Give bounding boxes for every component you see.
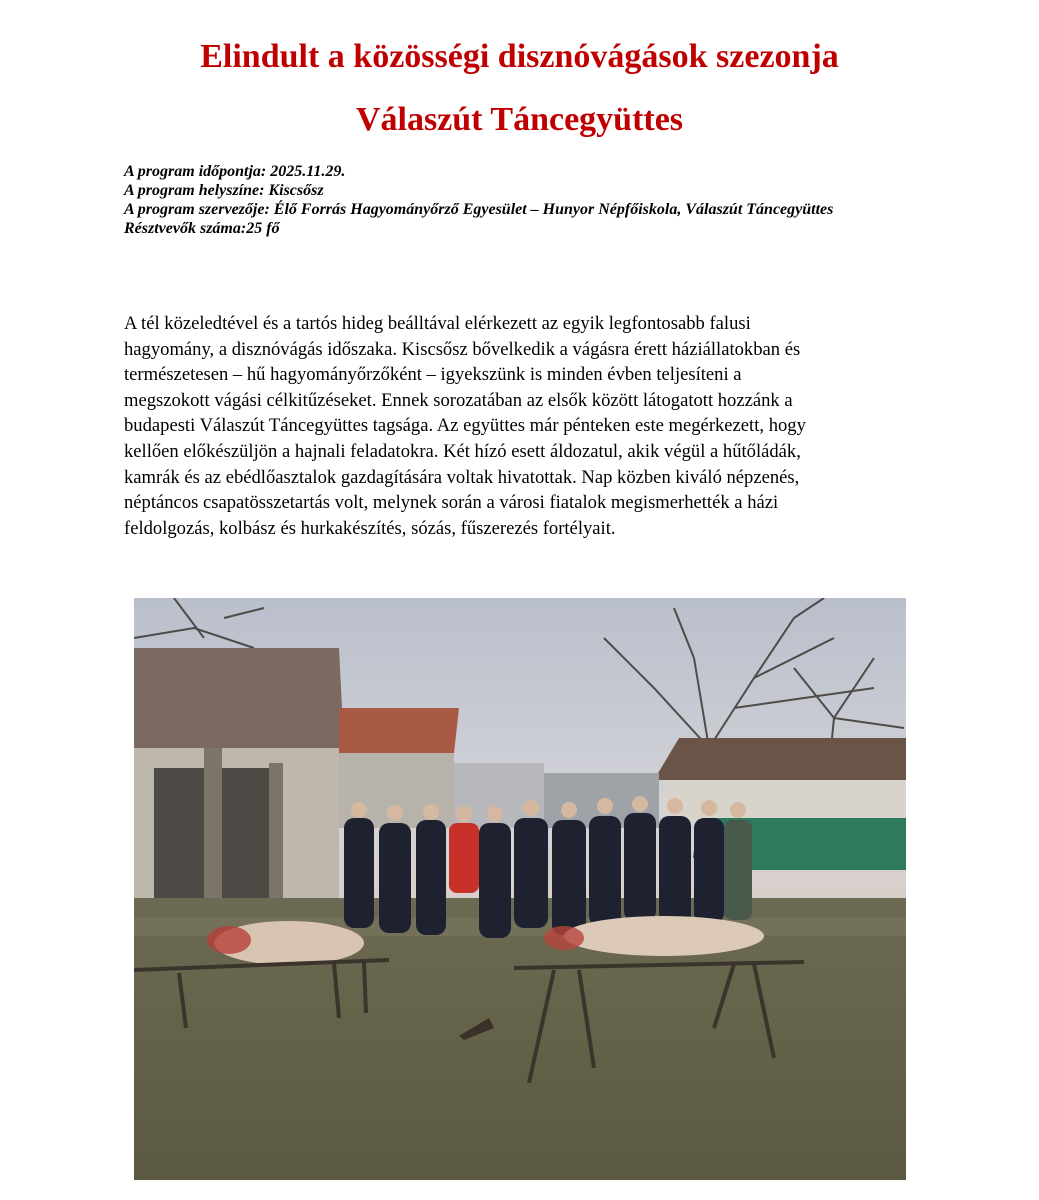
article-line: feldolgozás, kolbász és hurkakészítés, sózás, fűszerezés fortélyait. <box>124 517 616 539</box>
article-line: budapesti Válaszút Táncegyüttes tagsága. Az együttes már pénteken este megérkezett, hogy <box>124 415 806 437</box>
house-right-roof <box>654 738 906 780</box>
house-right-wall <box>664 778 906 823</box>
article-line: megszokott vágási célkitűzéseket. Ennek sorozatában az elsők között látogatott hozzánk a <box>124 389 793 411</box>
article-line: néptáncos csapatösszetartás volt, melynek során a városi fiatalok megismerhették a házi <box>124 492 779 514</box>
program-date: A program időpontja: 2025.11.29. <box>124 163 346 180</box>
article-line: kellően előkészüljön a hajnali feladatokra. Két hízó esett áldozatul, akik végül a hűtőládák, <box>124 440 801 462</box>
program-organizer: A program szervezője: Élő Forrás Hagyományőrző Egyesület – Hunyor Népfőiskola, Válaszút Táncegyüttes <box>124 201 834 218</box>
group-photo <box>134 598 906 1180</box>
article-line: hagyomány, a disznóvágás időszaka. Kiscsősz bővelkedik a vágásra érett háziállatokban és <box>124 338 801 360</box>
article-line: kamrák és az ebédlőasztalok gazdagítására voltak hivatottak. Nap közben kiváló népzenés, <box>124 466 800 488</box>
red-roof <box>339 708 459 753</box>
article-title: Elindult a közösségi disznóvágások szezonja <box>200 38 839 75</box>
article-line: A tél közeledtével és a tartós hideg beálltával elérkezett az egyik legfontosabb falusi <box>124 313 751 334</box>
article-body <box>124 311 916 541</box>
program-details <box>124 162 916 238</box>
building-roof <box>134 648 344 748</box>
program-participants: Résztvevők száma:25 fő <box>124 220 280 237</box>
article-line: természetesen – hű hagyományőrzőként – igyekszünk is minden évben teljesíteni a <box>124 364 742 386</box>
program-location: A program helyszíne: Kiscsősz <box>124 182 324 199</box>
article-subtitle: Válaszút Táncegyüttes <box>355 101 684 138</box>
